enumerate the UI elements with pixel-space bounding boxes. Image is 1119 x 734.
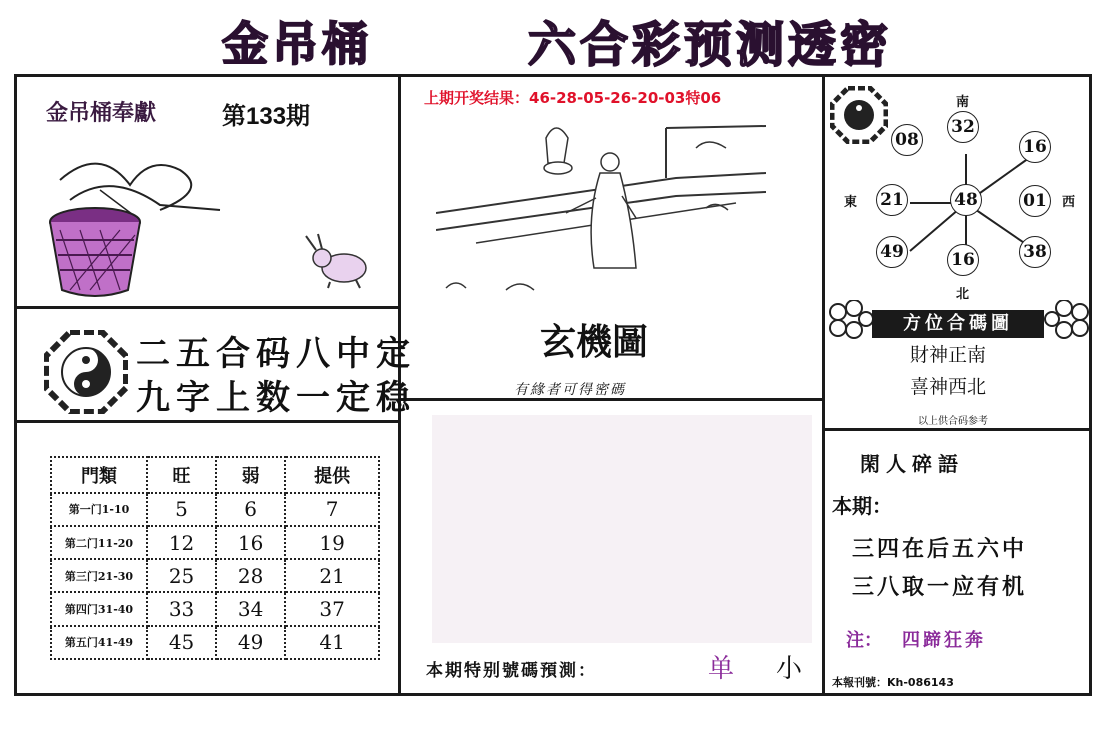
last-result: 上期开奖结果：46-28-05-26-20-03特06 bbox=[424, 89, 722, 107]
cell-strong: 45 bbox=[147, 626, 216, 659]
number-circle: 16 bbox=[1019, 131, 1051, 163]
current-issue-label: 本期： bbox=[832, 494, 892, 518]
header-category: 門類 bbox=[51, 457, 147, 493]
row-label: 第二门11-20 bbox=[51, 526, 147, 559]
issue-number: 第133期 bbox=[222, 103, 311, 130]
cell-strong: 25 bbox=[147, 559, 216, 592]
divider-right-1 bbox=[824, 428, 1092, 431]
idle-talk-title: 閑人碎語 bbox=[860, 452, 964, 476]
number-circle: 49 bbox=[876, 236, 908, 268]
picture-caption: 有緣者可得密碼 bbox=[514, 382, 626, 398]
cell-provide: 7 bbox=[285, 493, 379, 526]
note-value: 四蹄狂奔 bbox=[902, 630, 986, 651]
special-label: 本期特别號碼預測： bbox=[426, 661, 597, 681]
rabbit-icon bbox=[300, 232, 380, 292]
direction-north: 北 bbox=[956, 287, 970, 302]
flower-left-icon bbox=[828, 300, 874, 340]
cell-strong: 33 bbox=[147, 592, 216, 625]
brand-line: 金吊桶奉獻 bbox=[46, 101, 157, 126]
divider-left-1 bbox=[14, 306, 400, 309]
picture-title: 玄機圖 bbox=[540, 321, 649, 363]
number-circle: 48 bbox=[950, 184, 982, 216]
flower-right-icon bbox=[1044, 300, 1090, 340]
cell-strong: 5 bbox=[147, 493, 216, 526]
row-label: 第三门21-30 bbox=[51, 559, 147, 592]
number-circle: 01 bbox=[1019, 185, 1051, 217]
cell-weak: 28 bbox=[216, 559, 285, 592]
special-value-odd: 单 bbox=[708, 654, 735, 684]
row-label: 第五门41-49 bbox=[51, 626, 147, 659]
cell-provide: 37 bbox=[285, 592, 379, 625]
table-row bbox=[51, 493, 379, 526]
verse-right-1: 三四在后五六中 bbox=[852, 537, 1028, 562]
number-circle: 08 bbox=[891, 124, 923, 156]
brand-title: 金吊桶 bbox=[222, 17, 372, 71]
cell-strong: 12 bbox=[147, 526, 216, 559]
direction-east: 東 bbox=[844, 195, 858, 210]
cell-weak: 34 bbox=[216, 592, 285, 625]
table-row bbox=[51, 592, 379, 625]
number-circle: 38 bbox=[1019, 236, 1051, 268]
header-weak: 弱 bbox=[216, 457, 285, 493]
cell-weak: 49 bbox=[216, 626, 285, 659]
bagua-icon bbox=[44, 330, 128, 414]
reference-note: 以上供合码参考 bbox=[918, 416, 988, 427]
header-provide: 提供 bbox=[285, 457, 379, 493]
page-title: 六合彩预测透密 bbox=[528, 17, 893, 73]
verse-line-1: 二五合码八中定 bbox=[136, 334, 416, 374]
row-label: 第一门1-10 bbox=[51, 493, 147, 526]
number-circle: 32 bbox=[947, 111, 979, 143]
number-circle: 16 bbox=[947, 244, 979, 276]
verse-right-2: 三八取一应有机 bbox=[852, 575, 1028, 600]
doors-table bbox=[50, 456, 380, 660]
blurred-area bbox=[432, 415, 812, 643]
verse-line-2: 九字上数一定稳 bbox=[136, 378, 416, 418]
publication-code: 本報刊號：Kh-086143 bbox=[832, 676, 954, 689]
note-label: 注： bbox=[846, 630, 882, 651]
direction-south: 南 bbox=[956, 95, 970, 110]
direction-west: 西 bbox=[1062, 195, 1076, 210]
god-line-1: 財神正南 bbox=[910, 344, 987, 366]
special-value-small: 小 bbox=[776, 654, 803, 684]
cell-provide: 41 bbox=[285, 626, 379, 659]
table-row bbox=[51, 559, 379, 592]
cell-weak: 16 bbox=[216, 526, 285, 559]
row-label: 第四门31-40 bbox=[51, 592, 147, 625]
header-strong: 旺 bbox=[147, 457, 216, 493]
scene-illustration bbox=[436, 118, 766, 308]
god-line-2: 喜神西北 bbox=[910, 376, 987, 398]
bucket-illustration bbox=[40, 150, 230, 305]
map-title: 方位合碼圖 bbox=[872, 310, 1044, 338]
number-circle: 21 bbox=[876, 184, 908, 216]
cell-weak: 6 bbox=[216, 493, 285, 526]
cell-provide: 21 bbox=[285, 559, 379, 592]
table-row bbox=[51, 526, 379, 559]
cell-provide: 19 bbox=[285, 526, 379, 559]
divider-left-2 bbox=[14, 420, 400, 423]
table-header-row bbox=[51, 457, 379, 493]
table-row bbox=[51, 626, 379, 659]
